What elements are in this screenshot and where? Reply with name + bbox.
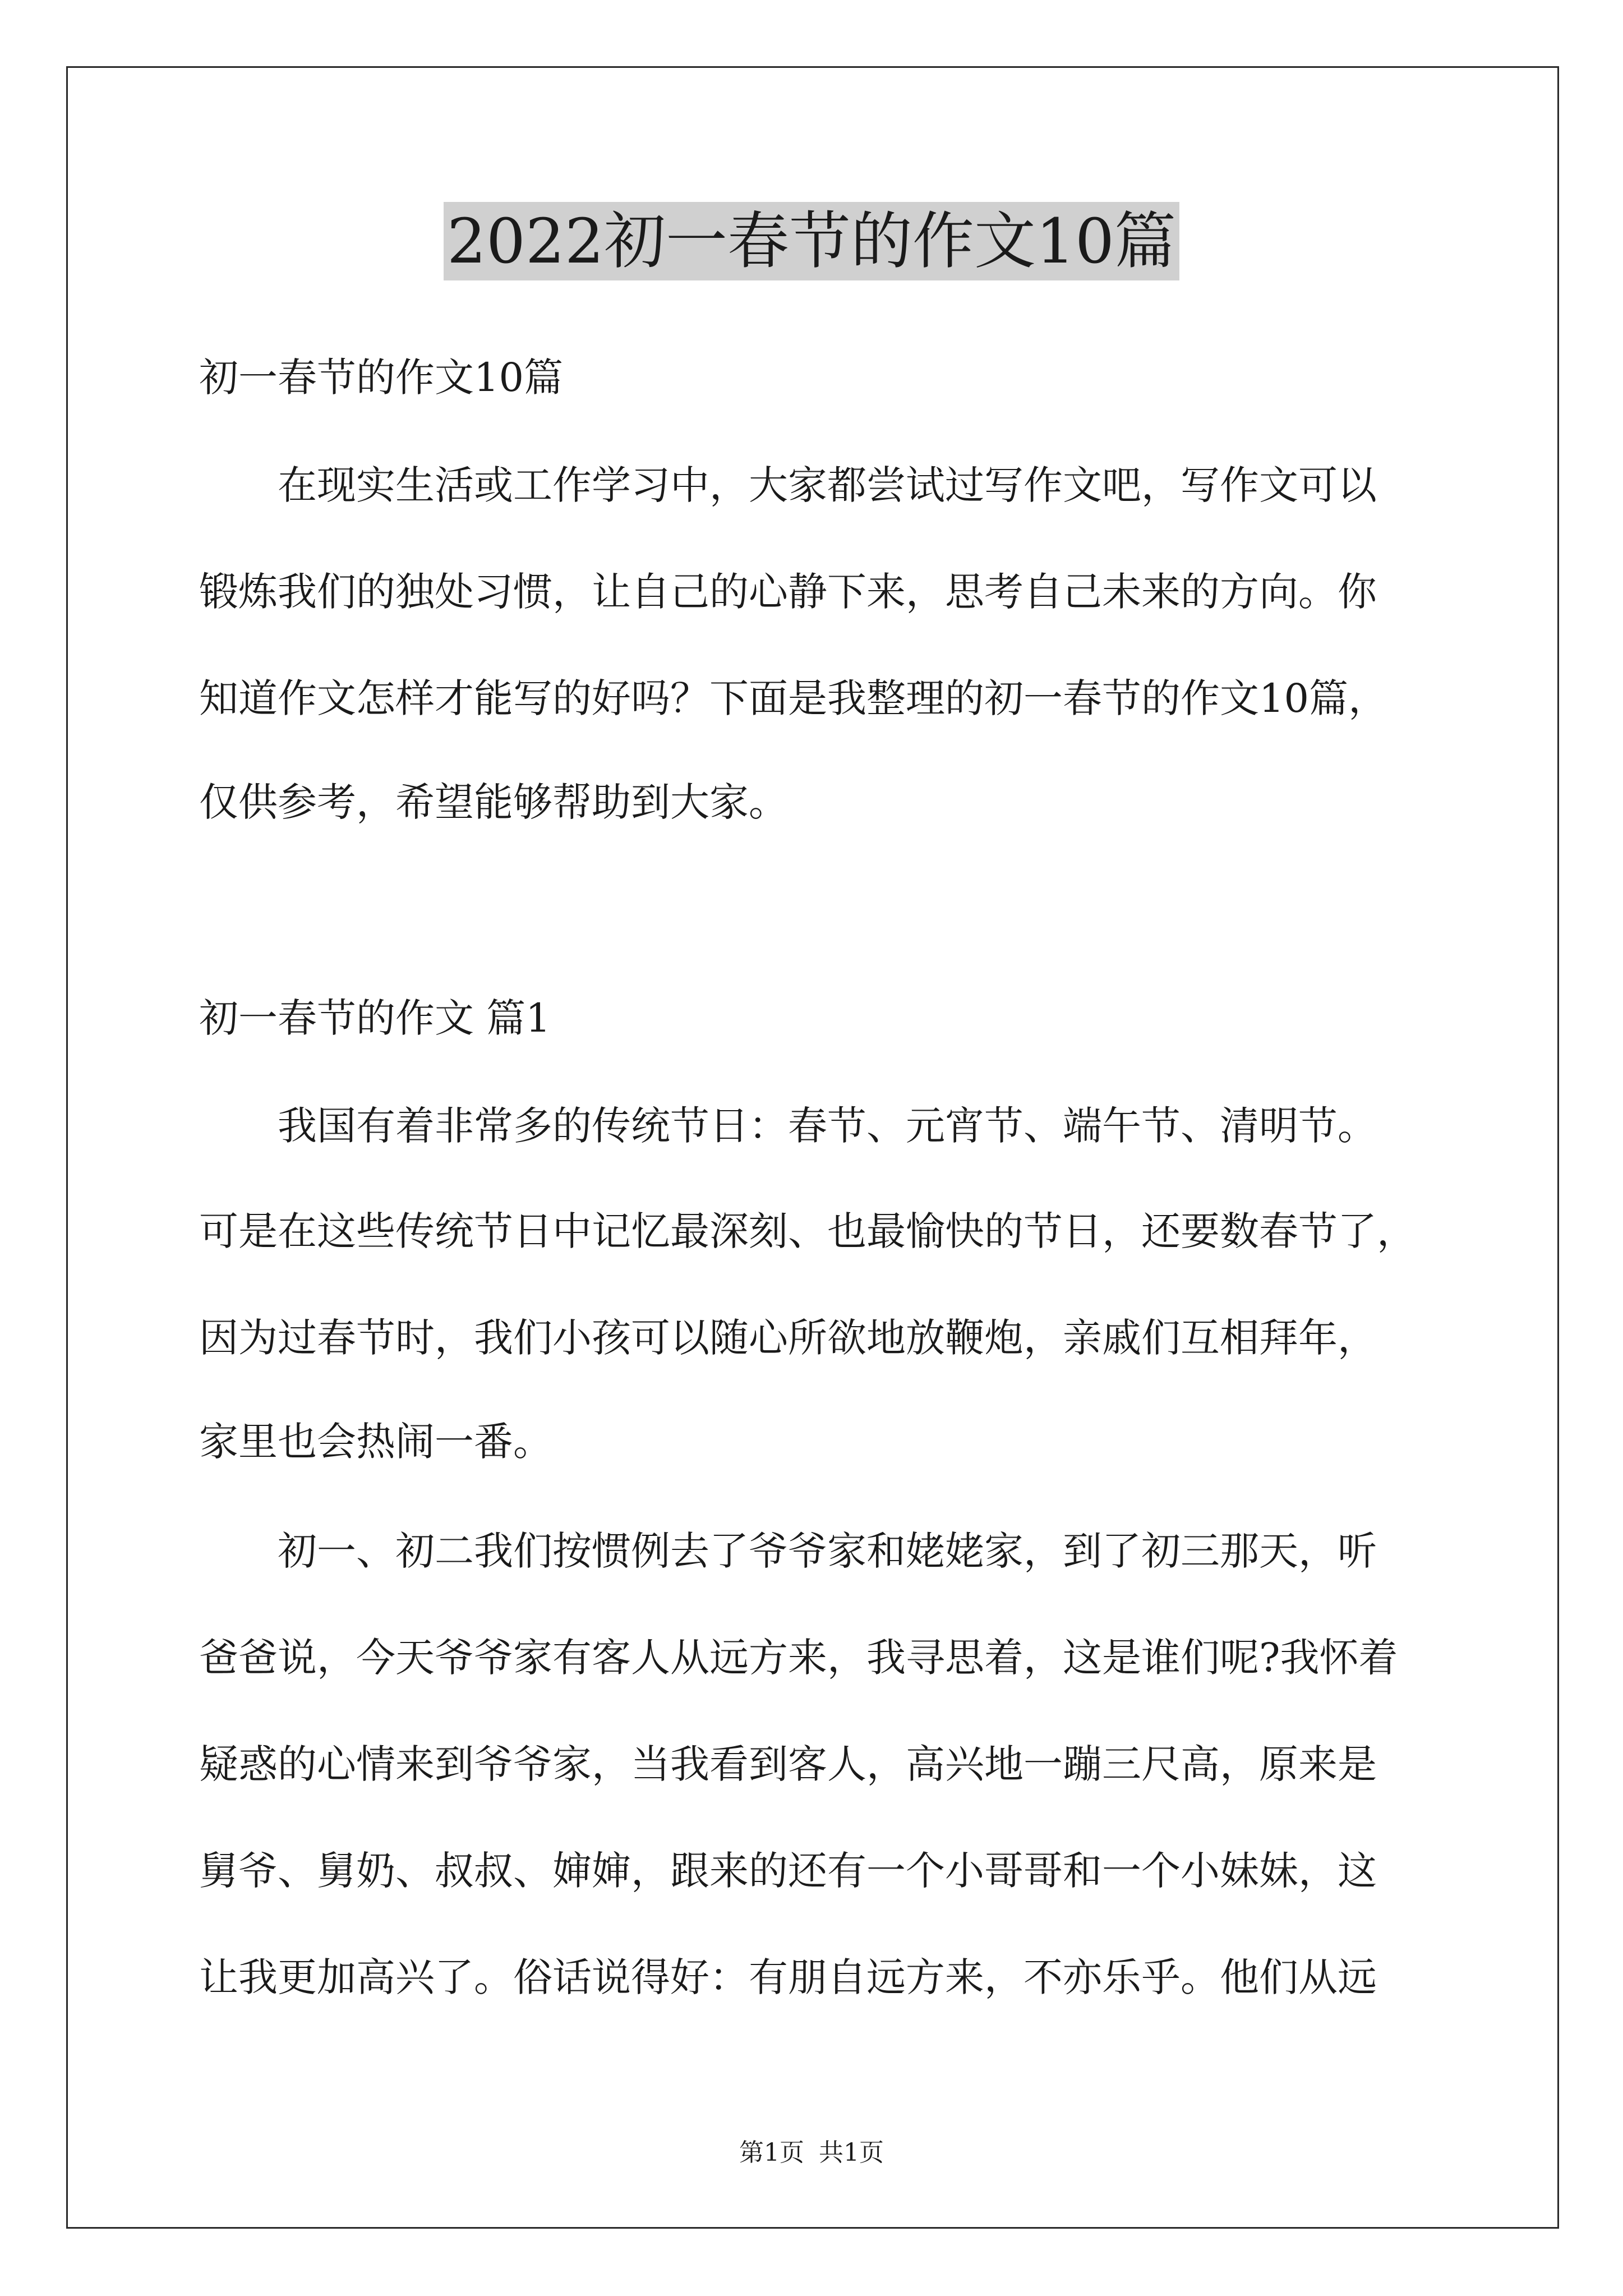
section-heading: 初一春节的作文 篇1 bbox=[199, 995, 551, 1041]
document-title: 2022初一春节的作文10篇 bbox=[444, 202, 1179, 280]
paragraph-line: 锻炼我们的独处习惯，让自己的心静下来，思考自己未来的方向。你 bbox=[199, 569, 1377, 615]
page-number: 第1页 bbox=[739, 2138, 804, 2167]
paragraph-line: 舅爷、舅奶、叔叔、婶婶，跟来的还有一个小哥哥和一个小妹妹，这 bbox=[199, 1848, 1377, 1894]
paragraph-line: 因为过春节时，我们小孩可以随心所欲地放鞭炮，亲戚们互相拜年， bbox=[199, 1315, 1377, 1361]
paragraph-line: 在现实生活或工作学习中，大家都尝试过写作文吧，写作文可以 bbox=[278, 462, 1377, 508]
page-total: 共1页 bbox=[819, 2138, 884, 2167]
paragraph-line: 爸爸说，今天爷爷家有客人从远方来，我寻思着，这是谁们呢?我怀着 bbox=[199, 1635, 1398, 1681]
paragraph-line: 知道作文怎样才能写的好吗？下面是我整理的初一春节的作文10篇， bbox=[199, 675, 1388, 721]
page-footer bbox=[0, 2136, 1623, 2170]
paragraph-line: 疑惑的心情来到爷爷家，当我看到客人，高兴地一蹦三尺高，原来是 bbox=[199, 1741, 1377, 1787]
paragraph-line: 初一、初二我们按惯例去了爷爷家和姥姥家，到了初三那天，听 bbox=[278, 1528, 1377, 1574]
paragraph-line: 可是在这些传统节日中记忆最深刻、也最愉快的节日，还要数春节了， bbox=[199, 1208, 1416, 1254]
paragraph-line: 仅供参考，希望能够帮助到大家。 bbox=[199, 779, 788, 825]
title-container bbox=[0, 202, 1623, 280]
paragraph-line: 我国有着非常多的传统节日：春节、元宵节、端午节、清明节。 bbox=[278, 1103, 1377, 1149]
paragraph-line: 家里也会热闹一番。 bbox=[199, 1419, 552, 1465]
paragraph-line: 让我更加高兴了。俗话说得好：有朋自远方来，不亦乐乎。他们从远 bbox=[199, 1954, 1377, 2000]
subtitle-line: 初一春节的作文10篇 bbox=[199, 355, 564, 401]
